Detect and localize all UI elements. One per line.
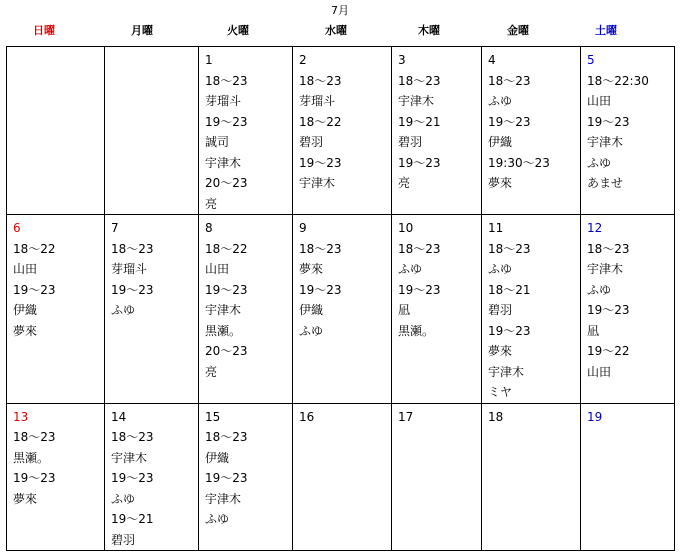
shift-entry: 宇津木 xyxy=(587,135,624,149)
shift-entry: 芽瑠斗 xyxy=(299,94,336,108)
shift-entry: 19～23 xyxy=(488,323,531,338)
shift-entry: 宇津木 xyxy=(111,450,148,465)
shift-entry: 19～21 xyxy=(398,114,441,129)
day-cell xyxy=(199,403,293,551)
shift-entry: 19～23 xyxy=(205,471,248,485)
shift-entry: 18～23 xyxy=(299,241,342,256)
shift-entry: 凪 xyxy=(587,323,600,338)
shift-entry: 19～23 xyxy=(398,282,441,297)
shift-entry: 18～22 xyxy=(13,241,56,256)
shift-entry: 伊織 xyxy=(13,303,38,317)
day-number: 17 xyxy=(398,409,414,424)
shift-entry: 山田 xyxy=(13,262,38,276)
day-number: 9 xyxy=(299,221,307,235)
shift-entry: 碧羽 xyxy=(111,532,136,547)
day-number: 16 xyxy=(299,409,315,424)
day-cell xyxy=(581,403,675,551)
shift-entry: 碧羽 xyxy=(299,135,324,149)
weekday-tuesday: 火曜 xyxy=(227,24,249,37)
shift-entry: 19:30～23 xyxy=(488,155,550,170)
day-cell xyxy=(581,215,675,404)
day-cell xyxy=(199,47,293,215)
weekday-friday: 金曜 xyxy=(507,24,529,37)
shift-entry: 宇津木 xyxy=(488,364,525,379)
week-row xyxy=(7,215,675,404)
day-number: 10 xyxy=(398,221,414,235)
shift-entry: 18～22 xyxy=(299,114,342,129)
shift-entry: 凪 xyxy=(398,303,411,317)
shift-entry: 18～23 xyxy=(488,241,531,256)
week-row xyxy=(7,403,675,551)
day-number: 12 xyxy=(587,221,603,235)
shift-entry: 18～23 xyxy=(111,241,154,256)
day-number xyxy=(13,50,104,71)
shift-entry: 夢來 xyxy=(488,176,513,190)
shift-entry: ふゆ xyxy=(205,512,230,526)
weekday-sunday: 日曜 xyxy=(33,24,55,37)
shift-entry: 19～23 xyxy=(587,114,630,129)
shift-entry: 19～23 xyxy=(13,471,56,485)
shift-entry: 18～21 xyxy=(488,282,531,297)
shift-entry: 19～22 xyxy=(587,344,630,358)
shift-entry: 18～23 xyxy=(299,73,342,88)
shift-entry: 亮 xyxy=(205,364,218,379)
day-cell xyxy=(293,47,392,215)
weekday-monday: 月曜 xyxy=(131,24,153,37)
shift-entry: ふゆ xyxy=(488,94,513,108)
shift-entry: 18～23 xyxy=(205,73,248,88)
day-number: 7 xyxy=(111,221,119,235)
shift-entry: 18～23 xyxy=(398,241,441,256)
shift-entry: 18～23 xyxy=(111,430,154,444)
shift-entry: 18～23 xyxy=(398,73,441,88)
day-cell xyxy=(392,403,482,551)
shift-entry: 亮 xyxy=(205,196,218,211)
day-cell xyxy=(7,47,105,215)
shift-entry: 宇津木 xyxy=(205,155,242,170)
weekday-thursday: 木曜 xyxy=(418,24,440,37)
day-number: 8 xyxy=(205,221,213,235)
day-cell xyxy=(482,47,581,215)
week-row xyxy=(7,47,675,215)
day-cell xyxy=(293,403,392,551)
day-cell xyxy=(482,215,581,404)
month-title: 7月 xyxy=(331,4,349,17)
shift-entry: 19～23 xyxy=(111,282,154,297)
day-number: 3 xyxy=(398,53,406,67)
day-cell xyxy=(392,215,482,404)
day-cell xyxy=(7,403,105,551)
day-number xyxy=(111,50,198,71)
day-cell xyxy=(392,47,482,215)
day-number: 19 xyxy=(587,409,603,424)
day-cell xyxy=(581,47,675,215)
shift-entry: 芽瑠斗 xyxy=(205,94,242,108)
shift-entry: 黒瀬。 xyxy=(205,323,242,338)
day-number: 13 xyxy=(13,409,29,424)
shift-entry: ふゆ xyxy=(488,262,513,276)
day-cell xyxy=(105,403,199,551)
shift-entry: 亮 xyxy=(398,176,411,190)
day-number: 15 xyxy=(205,409,221,424)
day-number: 5 xyxy=(587,53,595,67)
shift-entry: 誠司 xyxy=(205,135,230,149)
shift-entry: 夢來 xyxy=(13,491,38,506)
shift-entry: ふゆ xyxy=(587,155,612,170)
day-cell xyxy=(482,403,581,551)
weekday-wednesday: 水曜 xyxy=(325,24,347,37)
day-number: 18 xyxy=(488,409,504,424)
day-cell xyxy=(7,215,105,404)
shift-entry: 伊織 xyxy=(299,303,324,317)
shift-entry: ふゆ xyxy=(111,303,136,317)
shift-entry: 19～21 xyxy=(111,512,154,526)
day-cell xyxy=(293,215,392,404)
day-number: 11 xyxy=(488,221,504,235)
shift-entry: 宇津木 xyxy=(205,491,242,506)
shift-entry: ふゆ xyxy=(299,323,324,338)
shift-entry: 19～23 xyxy=(299,155,342,170)
day-number: 6 xyxy=(13,221,21,235)
shift-entry: 伊織 xyxy=(205,450,230,465)
shift-entry: あませ xyxy=(587,176,624,190)
shift-entry: 宇津木 xyxy=(587,262,624,276)
shift-entry: 19～23 xyxy=(111,471,154,485)
shift-entry: 19～23 xyxy=(205,282,248,297)
shift-entry: 碧羽 xyxy=(398,135,423,149)
shift-entry: 18～23 xyxy=(488,73,531,88)
shift-entry: 19～23 xyxy=(299,282,342,297)
shift-entry: 18～22:30 xyxy=(587,73,649,88)
shift-entry: 19～23 xyxy=(587,303,630,317)
shift-entry: 19～23 xyxy=(488,114,531,129)
shift-entry: 夢來 xyxy=(13,323,38,338)
shift-entry: 18～23 xyxy=(587,241,630,256)
shift-entry: 宇津木 xyxy=(205,303,242,317)
shift-entry: 18～23 xyxy=(205,430,248,444)
day-cell xyxy=(199,215,293,404)
shift-entry: 山田 xyxy=(205,262,230,276)
shift-entry: 山田 xyxy=(587,94,612,108)
shift-entry: 宇津木 xyxy=(299,176,336,190)
shift-entry: 19～23 xyxy=(205,114,248,129)
shift-entry: 20～23 xyxy=(205,176,248,190)
shift-entry: 宇津木 xyxy=(398,94,435,108)
shift-entry: 18～23 xyxy=(13,430,56,444)
shift-entry: ふゆ xyxy=(398,262,423,276)
shift-entry: 黒瀬。 xyxy=(398,323,435,338)
shift-entry: ふゆ xyxy=(587,282,612,297)
shift-entry: 夢來 xyxy=(488,344,513,358)
day-cell xyxy=(105,215,199,404)
day-number: 4 xyxy=(488,53,496,67)
shift-entry: 山田 xyxy=(587,364,612,379)
shift-entry: 伊織 xyxy=(488,135,513,149)
shift-entry: 19～23 xyxy=(13,282,56,297)
day-cell xyxy=(105,47,199,215)
shift-entry: ふゆ xyxy=(111,491,136,506)
day-number: 1 xyxy=(205,53,213,67)
shift-entry: 20～23 xyxy=(205,344,248,358)
shift-entry: 芽瑠斗 xyxy=(111,262,148,276)
shift-entry: 18～22 xyxy=(205,241,248,256)
shift-entry: 19～23 xyxy=(398,155,441,170)
day-number: 2 xyxy=(299,53,307,67)
shift-entry: ミヤ xyxy=(488,385,513,399)
weekday-header xyxy=(6,22,674,38)
day-number: 14 xyxy=(111,409,127,424)
weekday-saturday: 土曜 xyxy=(595,24,617,37)
calendar-grid xyxy=(6,46,675,551)
shift-entry: 黒瀬。 xyxy=(13,450,50,465)
shift-entry: 夢來 xyxy=(299,262,324,276)
shift-entry: 碧羽 xyxy=(488,303,513,317)
